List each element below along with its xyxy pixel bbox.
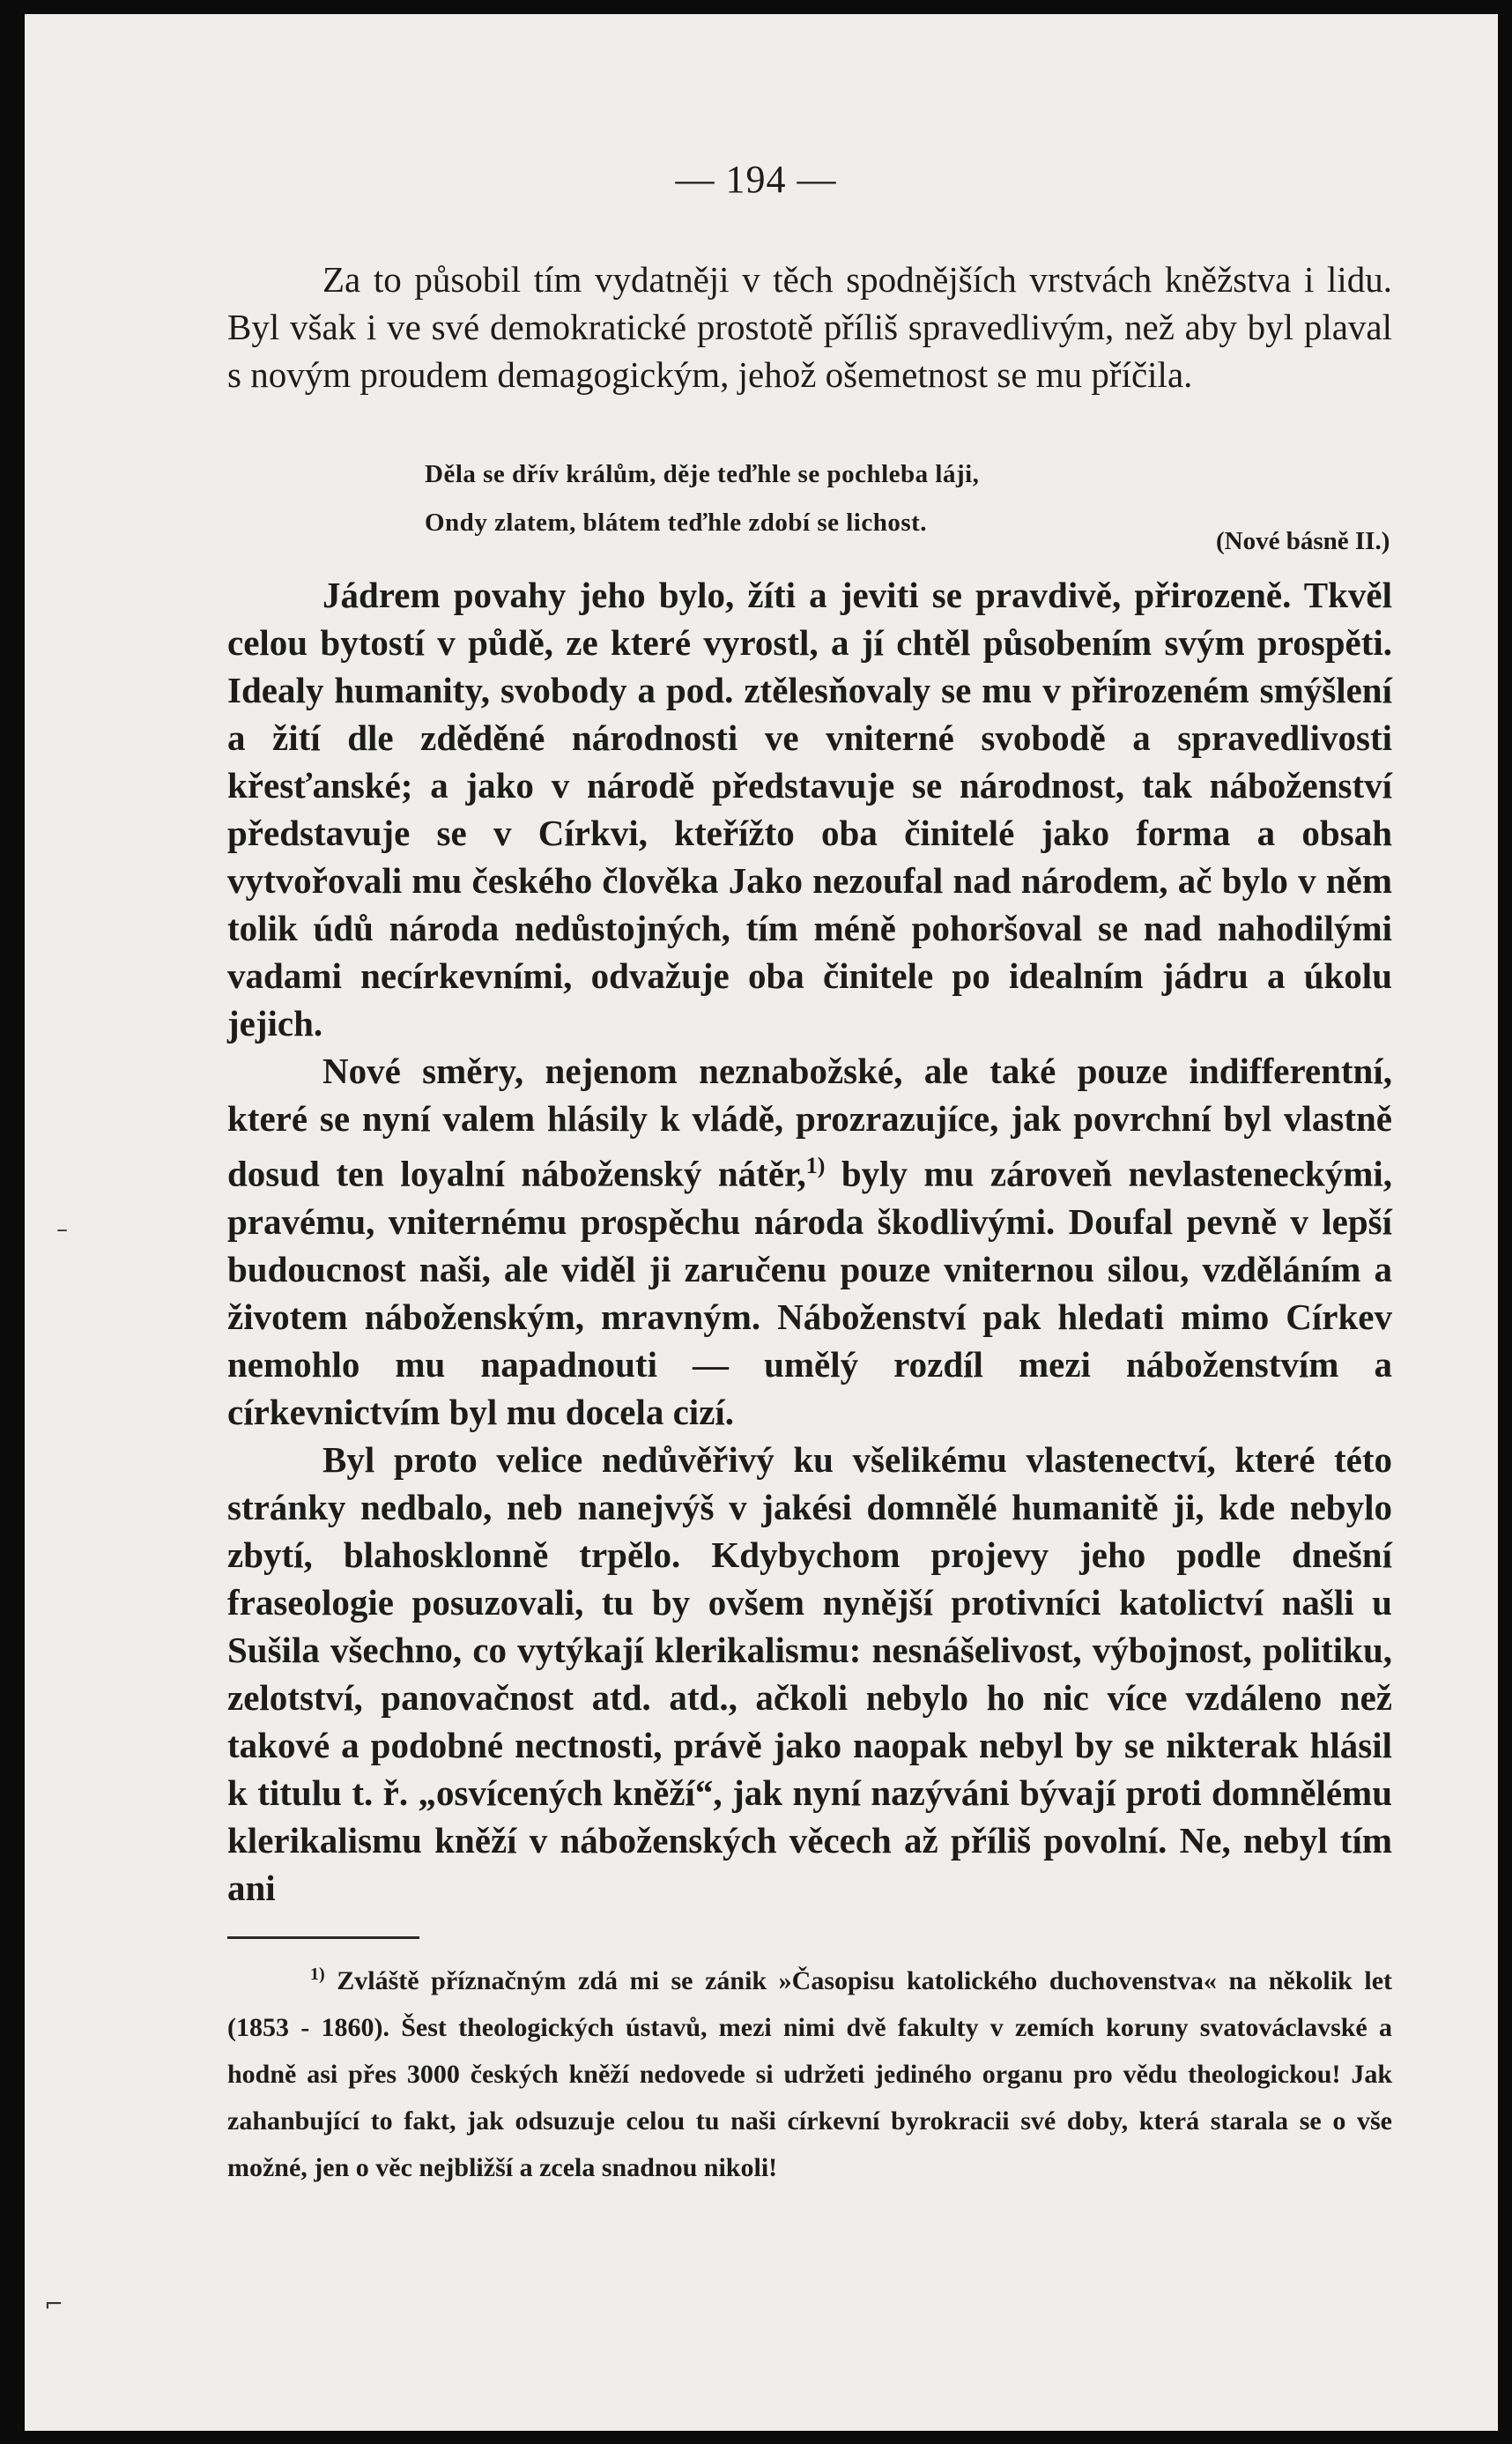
poem-line-2: Ondy zlatem, blátem teďhle zdobí se lichost. (425, 509, 928, 537)
paragraph-1: Jádrem povahy jeho bylo, žíti a jeviti se pravdivě, přirozeně. Tkvěl celou bytostí v půdě, ze které vyrostl, a jí chtěl působením svým prospěti. Idealy humanity, svobody a pod. ztělesňovaly se mu v přirozeném smýšlení a žití dle zděděné národnosti ve vniterné svobodě a spravedlivosti křesťanské; a jako v národě představuje se národnost, tak náboženství představuje se v Církvi, kteřížto oba činitelé jako forma a obsah vytvořovali mu českého člověka Jako nezoufal nad národem, ač bylo v něm tolik údů národa nedůstojných, tím méně pohoršoval se nad nahodilými vadami necírkevními, odvažuje oba činitele po idealním jádru a úkolu jejich. (227, 575, 1392, 1044)
margin-dash-mark: – (56, 1216, 68, 1243)
footnote-divider (227, 1936, 419, 1939)
paragraph-2-end: byly mu zároveň nevlasteneckými, pravému, vniternému prospěchu národa škodlivými. Doufal pevně v lepší budoucnost naši, ale viděl ji zaručenu pouze vniternou silou, vzděláním a životem náboženským, mravným. Náboženství pak hledati mimo Církev nemohlo mu napadnouti — umělý rozdíl mezi náboženstvím a církevnictvím byl mu docela cizí. (227, 1153, 1393, 1432)
footnote-reference[interactable]: 1) (805, 1153, 826, 1178)
footnote-marker: 1) (310, 1965, 325, 1984)
paragraph-2-start: Nové směry, nejenom neznabožské, ale také pouze indifferentní, které se nyní valem hlásily k vládě, prozrazujíce, jak povrchní byl vlastně dosud ten loyalní náboženský nátěr, (227, 1051, 1392, 1194)
margin-corner-mark: ⌐ (44, 2292, 63, 2318)
paragraph-2 (227, 1047, 1392, 1436)
footnote-text (227, 1951, 1392, 2191)
poem-source: (Nové básně II.) (1216, 527, 1390, 555)
footnote (227, 1951, 1392, 2191)
page-number: — 194 — (675, 158, 837, 201)
paragraph-intro: Za to působil tím vydatněji v těch spodnějších vrstvách kněžstva i lidu. Byl však i ve své demokratické prostotě příliš spravedlivým, než aby byl plaval s novým proudem demagogickým, jehož ošemetnost se mu příčila. (227, 259, 1392, 395)
intro-paragraph (227, 256, 1392, 398)
main-text (227, 571, 1392, 1912)
poem-line-1: Děla se dřív králům, děje teďhle se pochleba láji, (425, 460, 980, 488)
paragraph-3: Byl proto velice nedůvěřivý ku všelikému vlastenectví, které této stránky nedbalo, neb nanejvýš v jakési domnělé humanitě ji, kde nebylo zbytí, blahosklonně trpělo. Kdybychom projevy jeho podle dnešní fraseologie posuzovali, tu by ovšem nynější protivníci katolictví našli u Sušila všechno, co vytýkají klerikalismu: nesnášelivost, výbojnost, politiku, zelotství, panovačnost atd. atd., ačkoli nebylo ho nic více vzdáleno než takové a podobné nectnosti, právě jako naopak nebyl by se nikterak hlásil k titulu t. ř. „osvícených kněží“, jak nyní nazýváni bývají proti domnělému klerikalismu kněží v náboženských věcech až příliš povolní. Ne, nebyl tím ani (227, 1438, 1392, 1908)
footnote-body: Zvláště příznačným zdá mi se zánik »Časopisu katolického duchovenstva« na několik let (1853 - 1860). Šest theologických ústavů, mezi nimi dvě fakulty v zemích koruny svatováclavské a hodně asi přes 3000 českých kněží nedovede si udržeti jediného organu pro vědu theologickou! Jak zahanbující to fakt, jak odsuzuje celou tu naši církevní byrokracii své doby, která starala se o vše možné, jen o věc nejbližší a zcela snadnou nikoli! (227, 1966, 1392, 2182)
